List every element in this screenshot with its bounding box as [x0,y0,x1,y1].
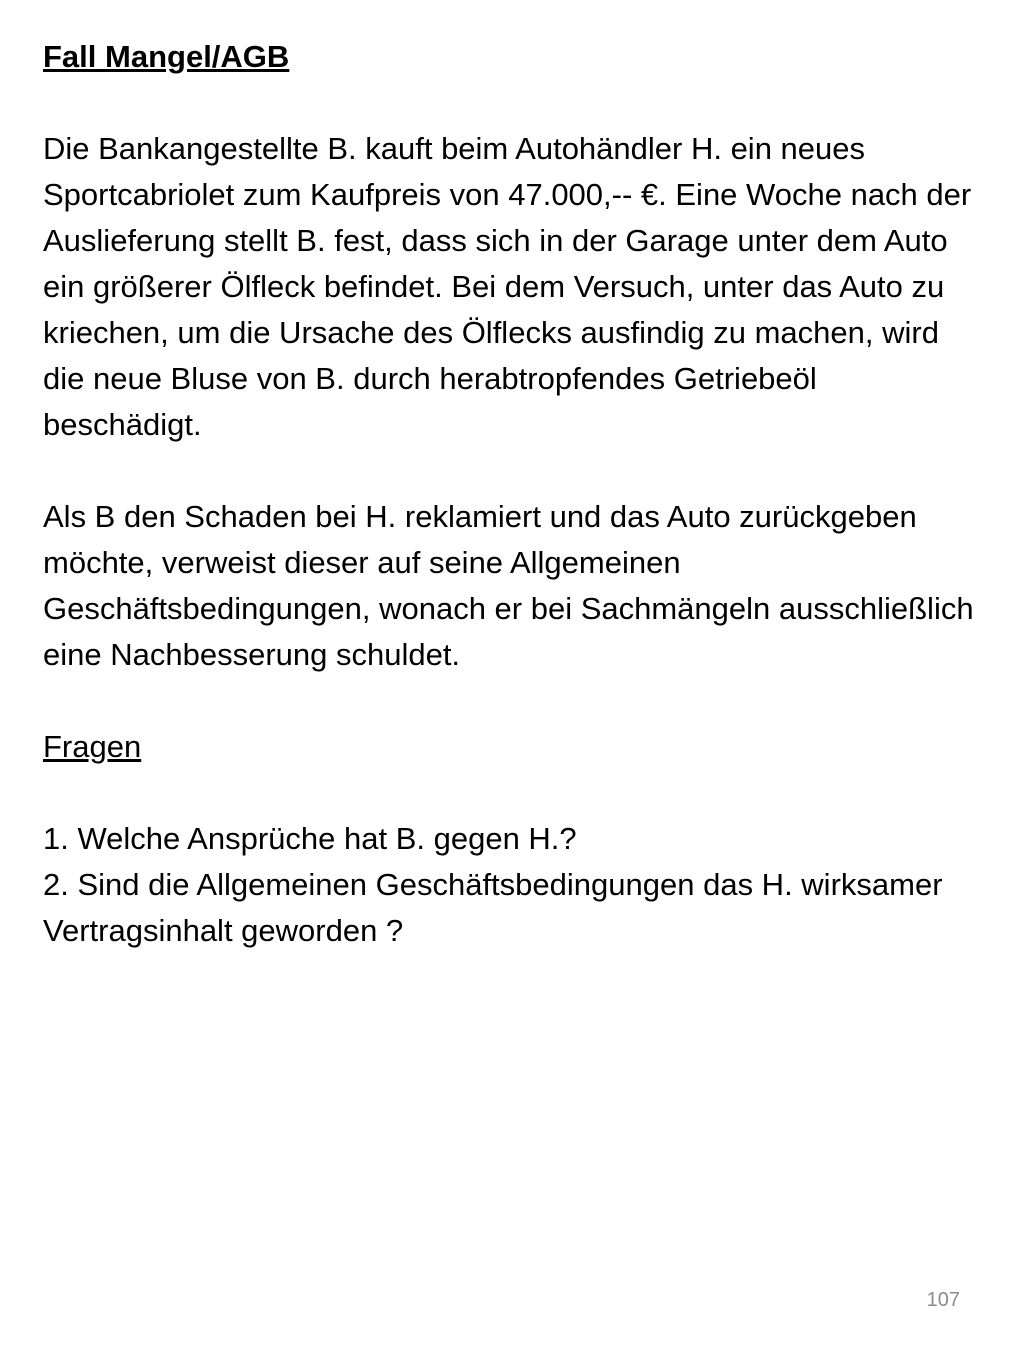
case-title: Fall Mangel/AGB [43,39,290,74]
slide-content [43,34,983,954]
page-number: 107 [926,1289,960,1311]
case-complaint-paragraph: Als B den Schaden bei H. reklamiert und das Auto zurückgeben möchte, verweist dieser auf seine Allgemeinen Geschäftsbedingungen, wonach er bei Sachmängeln ausschließlich eine Nachbesserung schuldet. [43,499,974,672]
case-facts-paragraph: Die Bankangestellte B. kauft beim Autohändler H. ein neues Sportcabriolet zum Kaufpreis von 47.000,-- €. Eine Woche nach der Auslieferung stellt B. fest, dass sich in der Garage unter dem Auto ein größerer Ölfleck befindet. Bei dem Versuch, unter das Auto zu kriechen, um die Ursache des Ölflecks ausfindig zu machen, wird die neue Bluse von B. durch herabtropfendes Getriebeöl beschädigt. [43,131,972,442]
spacer [43,80,983,126]
spacer [43,770,983,816]
question-item: 2. Sind die Allgemeinen Geschäftsbedingungen das H. wirksamer Vertragsinhalt geworden ? [43,867,943,948]
questions-heading: Fragen [43,729,142,764]
question-item: 1. Welche Ansprüche hat B. gegen H.? [43,821,577,856]
spacer [43,678,983,724]
spacer [43,448,983,494]
